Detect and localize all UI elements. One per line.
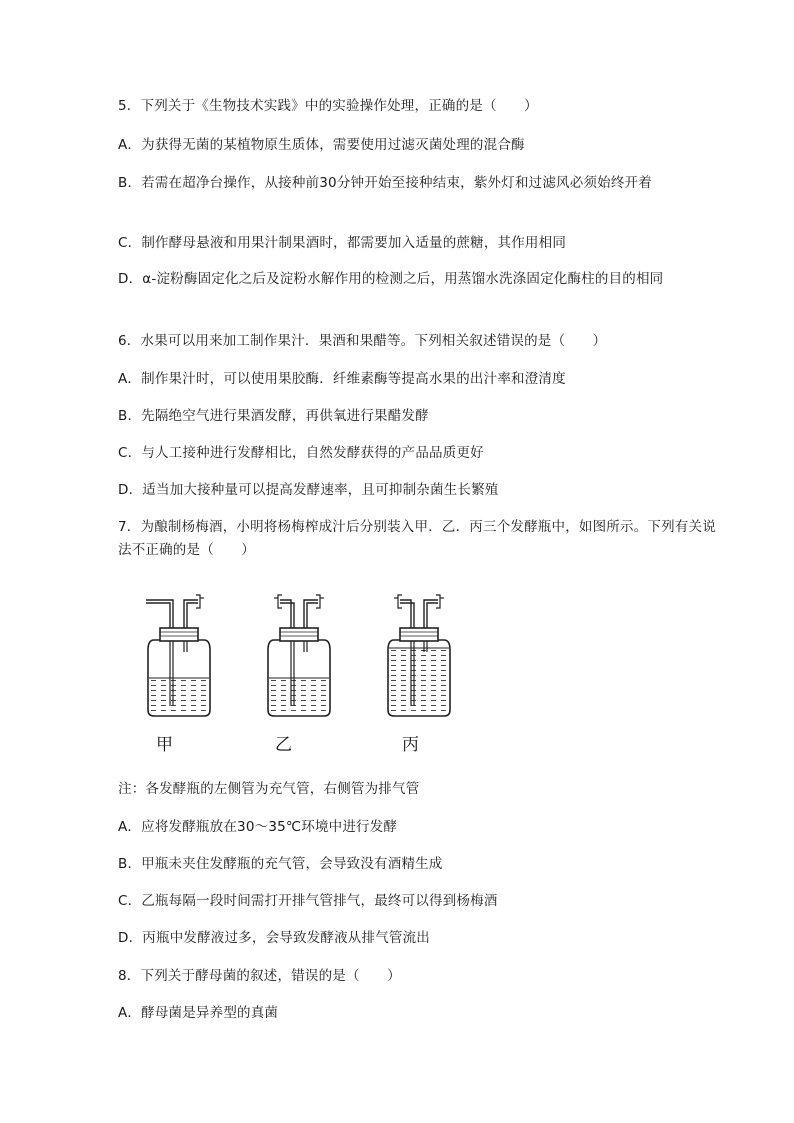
q7-option-a: A．应将发酵瓶放在30～35℃环境中进行发酵: [118, 819, 398, 835]
fermentation-bottles-figure: [140, 588, 460, 758]
label-yi: 乙: [275, 735, 292, 755]
q5-option-b: B．若需在超净台操作，从接种前30分钟开始至接种结束，紫外灯和过滤风必须始终开着: [118, 175, 652, 191]
q7-stem: 7．为酿制杨梅酒，小明将杨梅榨成汁后分别装入甲．乙．丙三个发酵瓶中，如图所示。下列有关说法不正确的是（ ）: [118, 519, 716, 558]
q5-option-c: C．制作酵母悬液和用果汁制果酒时，都需要加入适量的蔗糖，其作用相同: [118, 235, 567, 251]
q7-option-b: B．甲瓶未夹住发酵瓶的充气管，会导致没有酒精生成: [118, 856, 443, 872]
bottle-yi: [268, 595, 330, 716]
q5-option-a: A．为获得无菌的某植物原生质体，需要使用过滤灭菌处理的混合酶: [118, 137, 525, 153]
label-bing: 丙: [402, 735, 419, 755]
bottle-bing: [388, 595, 450, 716]
label-jia: 甲: [156, 735, 173, 755]
q8-stem: 8．下列关于酵母菌的叙述，错误的是（ ）: [118, 968, 401, 984]
q6-option-b: B．先隔绝空气进行果酒发酵，再供氧进行果醋发酵: [118, 408, 429, 424]
bottle-jia: [146, 595, 210, 716]
q7-option-c: C．乙瓶每隔一段时间需打开排气管排气，最终可以得到杨梅酒: [118, 893, 498, 909]
q5-stem: 5．下列关于《生物技术实践》中的实验操作处理，正确的是（ ）: [118, 98, 538, 114]
q7-option-d: D．丙瓶中发酵液过多，会导致发酵液从排气管流出: [118, 930, 430, 946]
bottles-diagram: [140, 588, 460, 728]
q6-option-a: A．制作果汁时，可以使用果胶酶．纤维素酶等提高水果的出汁率和澄清度: [118, 371, 566, 387]
q6-option-d: D．适当加大接种量可以提高发酵速率，且可抑制杂菌生长繁殖: [118, 482, 499, 498]
q5-option-d: D．α-淀粉酶固定化之后及淀粉水解作用的检测之后，用蒸馏水洗涤固定化酶柱的目的相同: [118, 271, 664, 287]
q6-option-c: C．与人工接种进行发酵相比，自然发酵获得的产品品质更好: [118, 445, 484, 461]
q6-stem: 6．水果可以用来加工制作果汁．果酒和果醋等。下列相关叙述错误的是（ ）: [118, 333, 607, 349]
q7-note: 注：各发酵瓶的左侧管为充气管，右侧管为排气管: [118, 781, 420, 797]
q8-option-a: A．酵母菌是异养型的真菌: [118, 1005, 279, 1021]
